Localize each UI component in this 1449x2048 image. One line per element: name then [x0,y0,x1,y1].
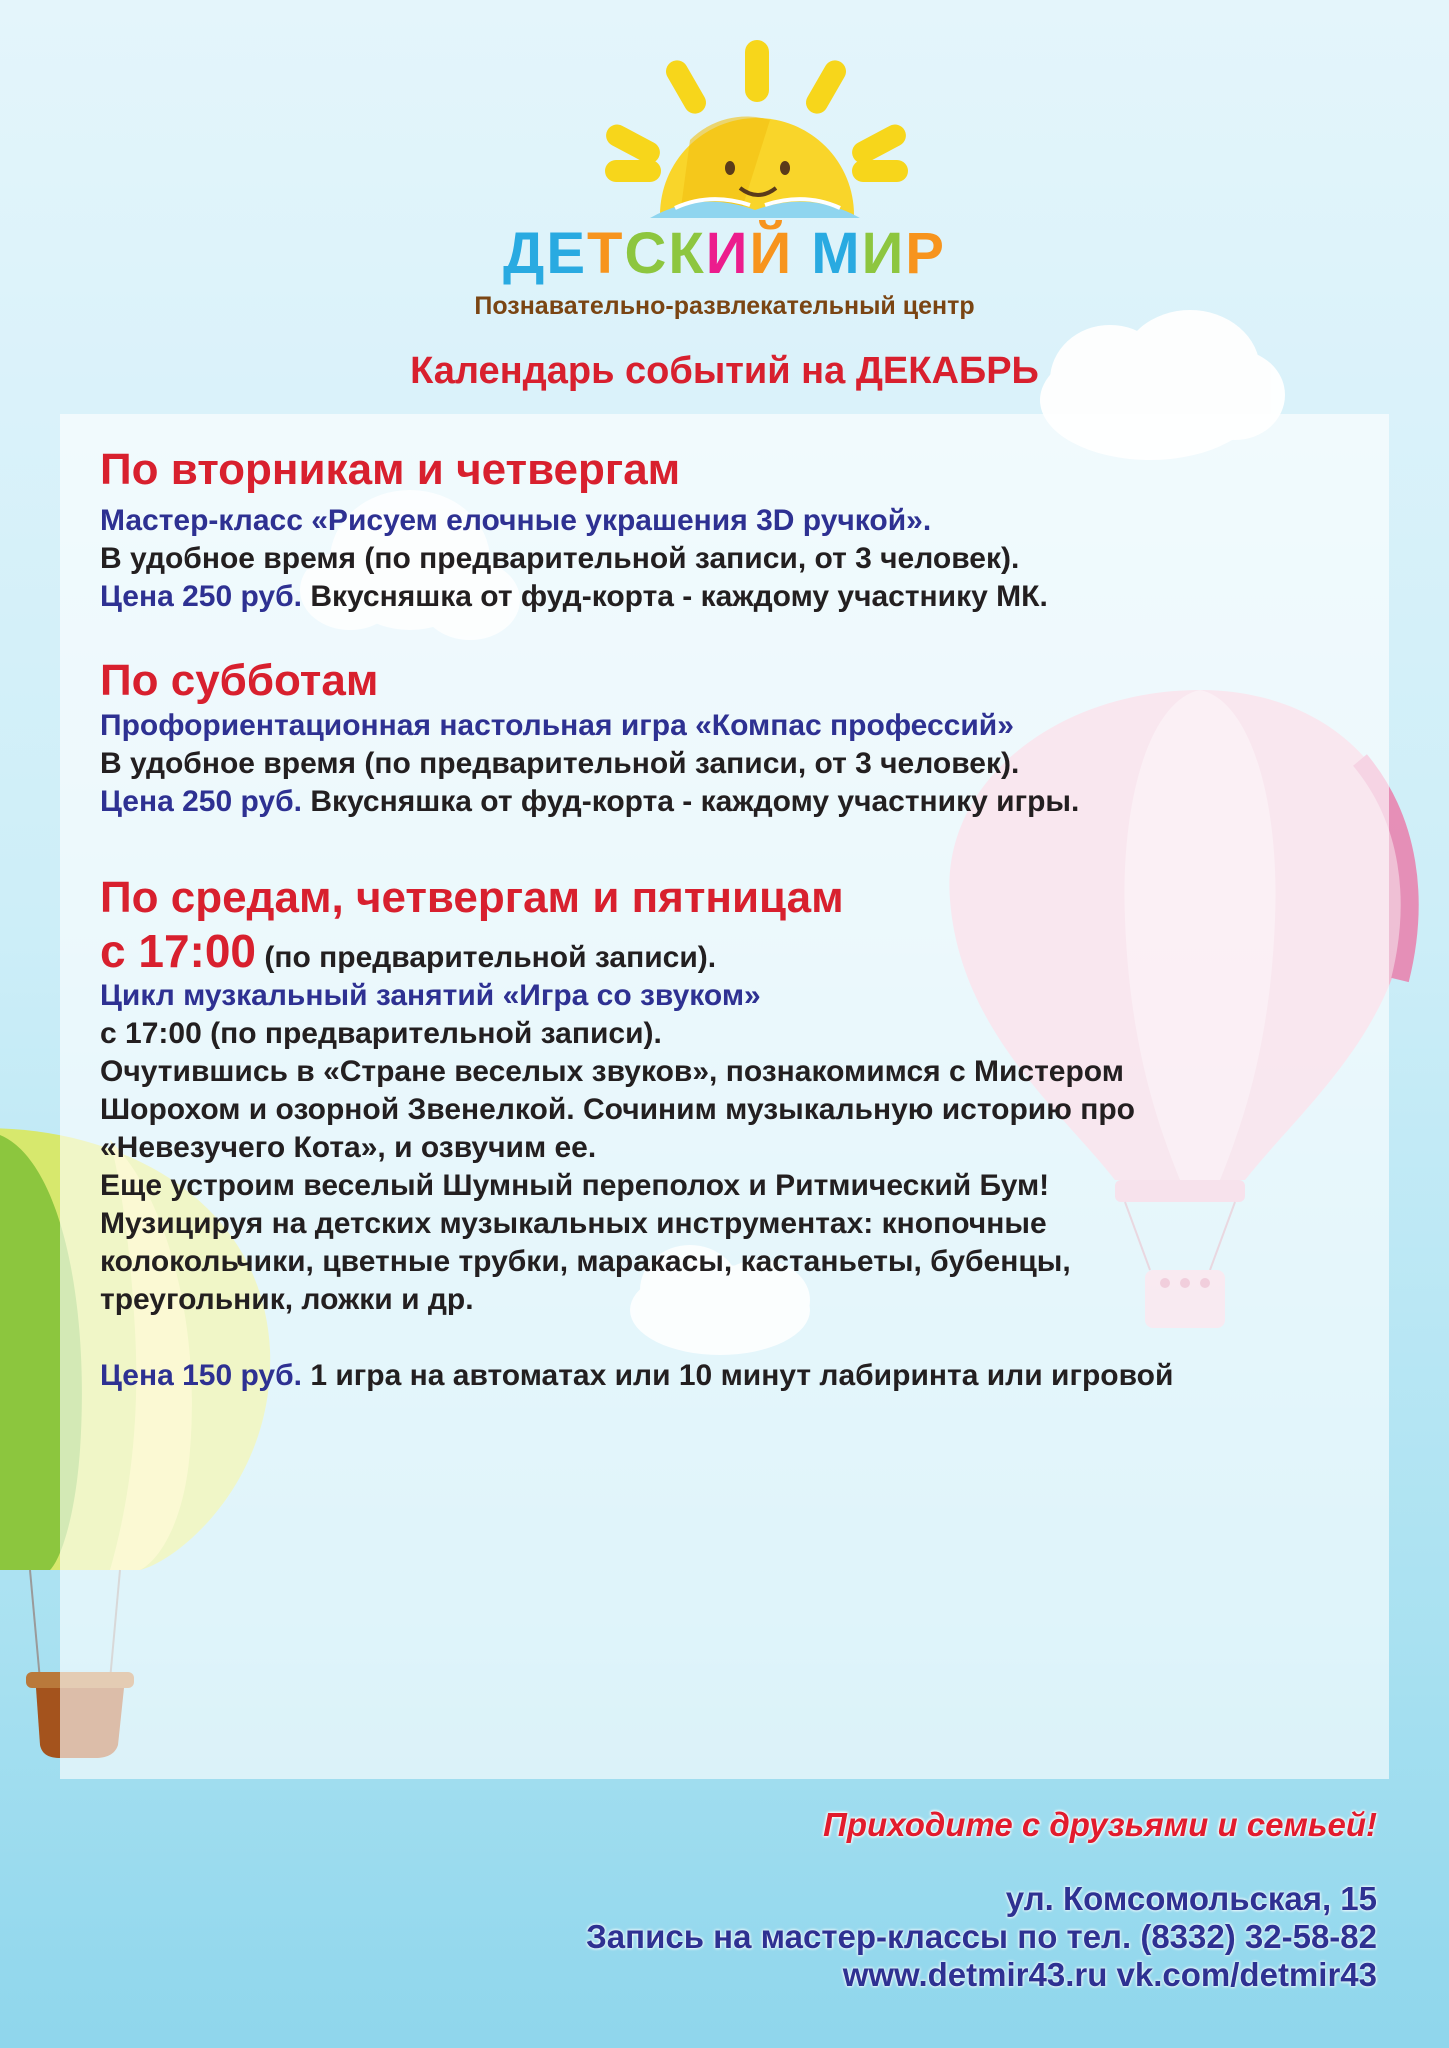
header [0,0,1449,420]
brand-letter: И [861,221,906,286]
brand-letter: Р [905,221,946,286]
description-line: с 17:00 (по предварительной записи). [100,1017,662,1050]
brand-letter: С [624,221,669,286]
section-heading: По субботам [100,656,379,705]
event-time-note: (по предварительной записи). [256,941,717,974]
brand-wordmark [0,220,1449,287]
event-price: Цена 250 руб. [100,785,302,818]
phone: Запись на мастер-классы по тел. (8332) 32-58-82 [586,1918,1377,1955]
event-time-line [100,925,1360,977]
description-line: колокольчики, цветные трубки, маракасы, кастаньеты, бубенцы, [100,1245,1071,1278]
event-title: Профориентационная настольная игра «Компас профессий» [100,709,1014,742]
event-price-line [100,783,1360,821]
event-time-big: с 17:00 [100,925,257,977]
event-price: Цена 250 руб. [100,580,302,613]
event-title: Цикл музкальный занятий «Игра со звуком» [100,979,761,1012]
description-line: Шорохом и озорной Звенелкой. Сочиним музыкальную историю про [100,1093,1135,1126]
calendar-title: Календарь событий на ДЕКАБРЬ [410,350,1039,392]
brand-letter: М [811,221,862,286]
section-saturday [100,655,1360,821]
description-line: Еще устроим веселый Шумный переполох и Ритмический Бум! [100,1169,1050,1202]
event-time: В удобное время (по предварительной записи, от 3 человек). [100,542,1020,575]
section-heading: По средам, четвергам и пятницам [100,873,844,922]
contacts [586,1880,1377,1994]
event-bonus: Вкусняшка от фуд-корта - каждому участнику МК. [301,580,1048,613]
brand-letter: Й [749,221,794,286]
section-wed-thu-fri [100,872,1360,1395]
sun-logo-icon [590,40,920,230]
brand-letter: Д [503,221,547,286]
description-line: Очутившись в «Стране веселых звуков», познакомимся с Мистером [100,1055,1124,1088]
description-line: «Невезучего Кота», и озвучим ее. [100,1131,597,1164]
event-bonus: Вкусняшка от фуд-корта - каждому участнику игры. [301,785,1080,818]
description-line: треугольник, ложки и др. [100,1283,474,1316]
brand-letter [793,220,811,287]
event-title: Мастер-класс «Рисуем елочные украшения 3D ручкой». [100,504,932,537]
event-price: Цена 150 руб. [100,1359,302,1392]
event-description [100,1015,1360,1319]
event-price-line [100,578,1360,616]
description-line: Музицируя на детских музыкальных инструментах: кнопочные [100,1207,1047,1240]
brand-letter: К [668,221,706,286]
brand-letter: И [705,221,750,286]
brand-letter: Е [546,221,588,286]
footer-cta: Приходите с друзьями и семьей! [823,1806,1377,1843]
brand-subtitle: Познавательно-развлекательный центр [474,292,975,320]
event-bonus: 1 игра на автоматах или 10 минут лабиринта или игровой [301,1359,1174,1392]
address: ул. Комсомольская, 15 [1005,1880,1377,1917]
event-price-line [100,1357,1360,1395]
section-tue-thu [100,444,1360,616]
website-link[interactable]: www.detmir43.ru vk.com/detmir43 [842,1956,1377,1993]
event-time: В удобное время (по предварительной записи, от 3 человек). [100,747,1020,780]
brand-letter: Т [587,221,625,286]
section-heading: По вторникам и четвергам [100,445,681,494]
